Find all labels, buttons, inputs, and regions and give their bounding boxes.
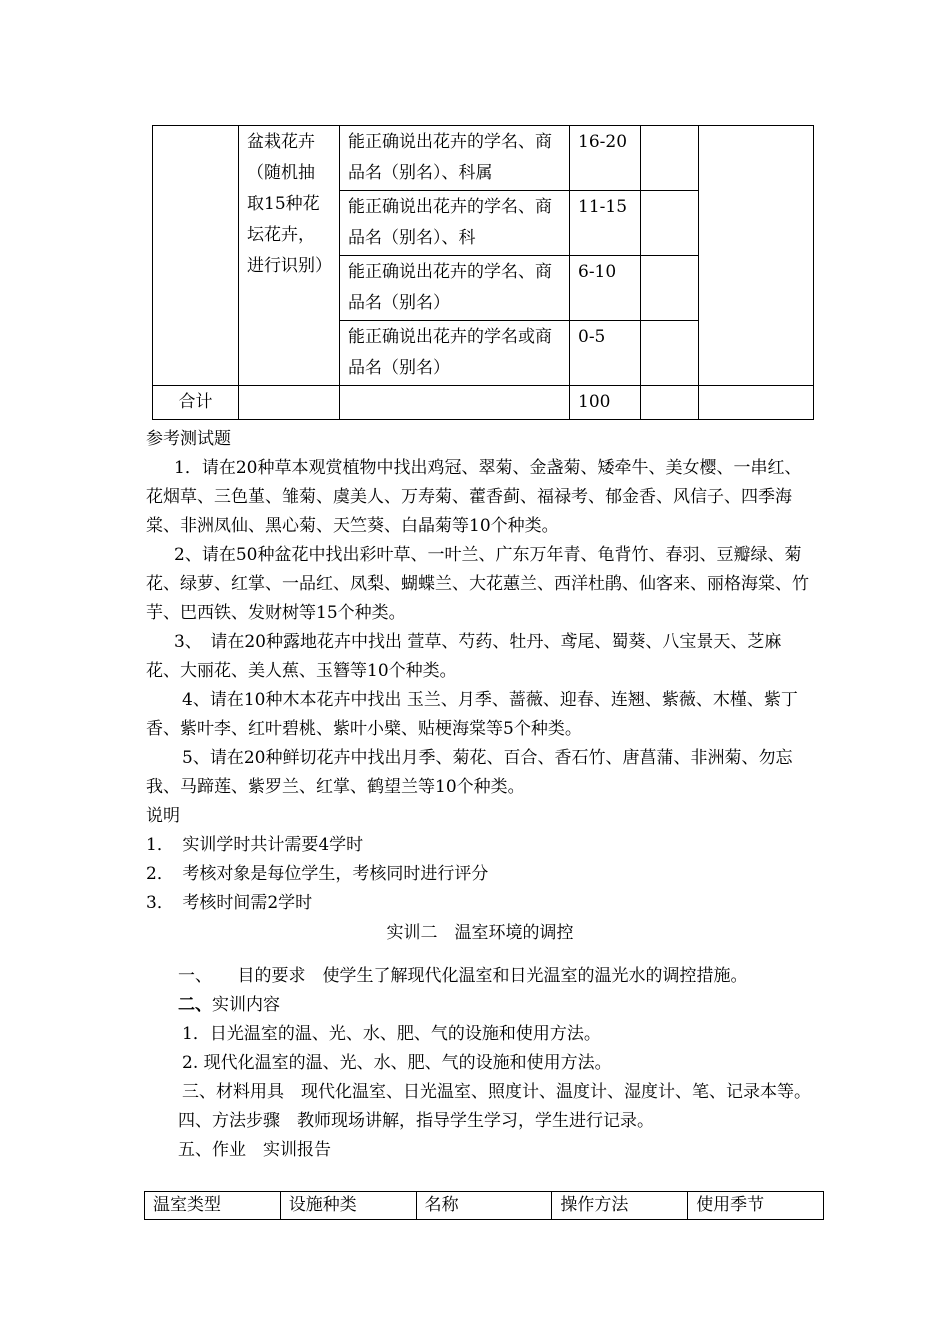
reference-item: 2、请在50种盆花中找出彩叶草、一叶兰、广东万年青、龟背竹、春羽、豆瓣绿、菊花、绿萝、红掌、一品红、凤梨、蝴蝶兰、大花蕙兰、西洋杜鹃、仙客来、丽格海棠、竹芋、巴西铁、发财树等15个种类。 [146,545,809,623]
table-cell-blank [641,256,699,321]
homework-paragraph: 五、作业 实训报告 [178,1140,331,1160]
reference-item: 5、请在20种鲜切花卉中找出月季、菊花、百合、香石竹、唐菖蒲、非洲菊、勿忘我、马蹄莲、紫罗兰、红掌、鹤望兰等10个种类。 [146,748,793,797]
criteria-cell: 能正确说出花卉的学名或商品名（别名） [340,321,570,386]
table-cell-blank [641,126,699,191]
table-row-total [153,386,814,420]
table-cell-blank [641,321,699,386]
score-cell: 0-5 [570,321,641,386]
table-cell-blank [239,386,340,420]
table-header-row [145,1192,824,1220]
table-cell-blank [340,386,570,420]
table-cell-blank [641,191,699,256]
table-row [153,126,814,191]
table-cell-blank [699,386,814,420]
column-header: 使用季节 [688,1192,824,1220]
criteria-cell: 能正确说出花卉的学名、商品名（别名）、科属 [340,126,570,191]
criteria-cell: 能正确说出花卉的学名、商品名（别名）、科 [340,191,570,256]
content-heading [146,991,814,1020]
note-item: 2． 考核对象是每位学生，考核同时进行评分 [146,864,489,884]
content-item: 2. 现代化温室的温、光、水、肥、气的设施和使用方法。 [182,1053,612,1073]
score-cell: 11-15 [570,191,641,256]
note-item: 1． 实训学时共计需要4学时 [146,835,364,855]
column-header: 设施种类 [280,1192,416,1220]
spacer [146,948,814,962]
total-label-cell: 合计 [153,386,239,420]
reference-item: 4、请在10种木本花卉中找出 玉兰、月季、蔷薇、迎春、连翘、紫薇、木槿、紫丁香、紫叶李、红叶碧桃、紫叶小檗、贴梗海棠等5个种类。 [146,690,798,739]
reference-item: 1．请在20种草本观赏植物中找出鸡冠、翠菊、金盏菊、矮牵牛、美女樱、一串红、花烟草、三色堇、雏菊、虞美人、万寿菊、藿香蓟、福禄考、郁金香、风信子、四季海棠、非洲凤仙、黑心菊、天竺葵、白晶菊等10个种类。 [146,458,802,536]
total-score-cell: 100 [570,386,641,420]
score-cell: 6-10 [570,256,641,321]
table-cell-blank [153,126,239,386]
notes-heading: 说明 [146,806,180,826]
section-title: 实训二 温室环境的调控 [386,923,574,943]
table-cell-blank [641,386,699,420]
criteria-cell: 能正确说出花卉的学名、商品名（别名） [340,256,570,321]
column-header: 温室类型 [145,1192,281,1220]
materials-paragraph: 三、材料用具 现代化温室、日光温室、照度计、温度计、湿度计、笔、记录本等。 [182,1082,811,1102]
item-label-cell: 盆栽花卉（随机抽取15种花坛花卉，进行识别） [239,126,340,386]
reference-heading: 参考测试题 [146,429,231,449]
content-heading-text: 实训内容 [212,995,280,1015]
score-cell: 16-20 [570,126,641,191]
note-item: 3． 考核时间需2学时 [146,893,313,913]
score-table [152,125,814,420]
column-header: 操作方法 [552,1192,688,1220]
table-cell-blank [699,126,814,386]
content-heading-number: 二、 [178,995,212,1015]
reference-item: 3、 请在20种露地花卉中找出 萱草、芍药、牡丹、鸢尾、蜀葵、八宝景天、芝麻花、大丽花、美人蕉、玉簪等10个种类。 [146,632,782,681]
goal-paragraph: 一、 目的要求 使学生了解现代化温室和日光温室的温光水的调控措施。 [178,966,748,986]
column-header: 名称 [416,1192,552,1220]
report-table [144,1191,824,1220]
methods-paragraph: 四、方法步骤 教师现场讲解，指导学生学习，学生进行记录。 [178,1111,654,1131]
body-text [146,425,814,1165]
content-item: 1．日光温室的温、光、水、肥、气的设施和使用方法。 [182,1024,601,1044]
